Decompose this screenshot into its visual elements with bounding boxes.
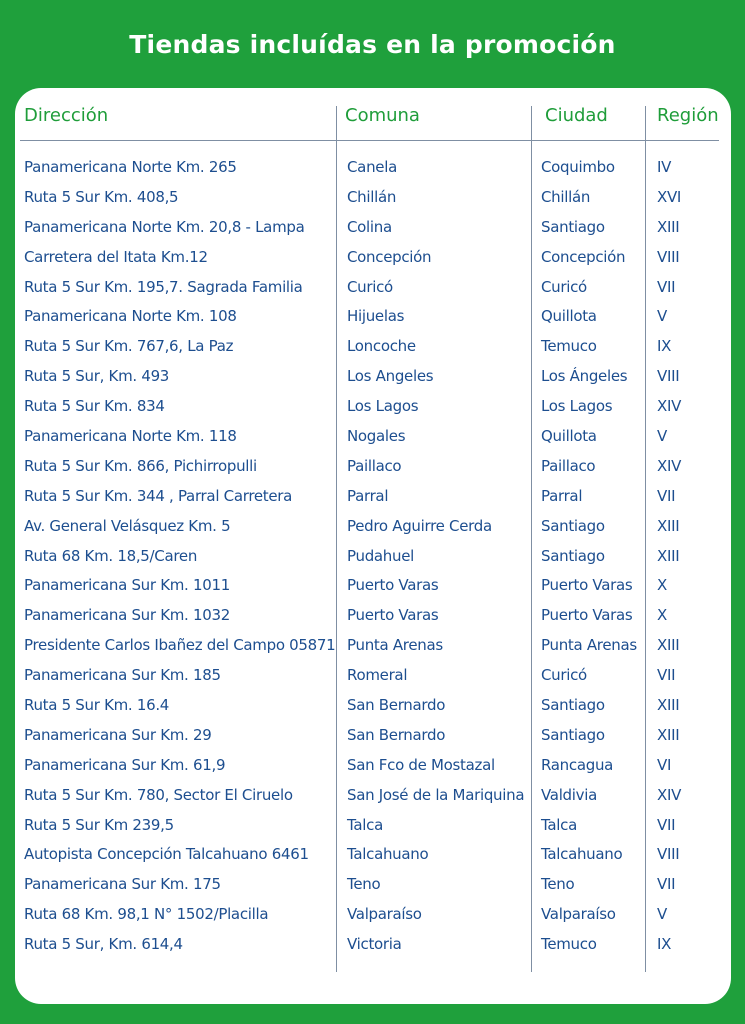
cell-ciudad: Valdivia xyxy=(541,785,597,804)
table-row xyxy=(0,899,745,929)
cell-comuna: Colina xyxy=(347,217,392,236)
cell-comuna: Los Angeles xyxy=(347,367,434,386)
cell-comuna: Pudahuel xyxy=(347,546,415,565)
cell-comuna: Romeral xyxy=(347,666,408,685)
cell-direccion: Panamericana Sur Km. 185 xyxy=(24,666,221,685)
table-row xyxy=(0,839,745,869)
cell-region: IV xyxy=(657,158,672,176)
table-row xyxy=(0,421,745,451)
cell-direccion: Av. General Velásquez Km. 5 xyxy=(24,516,231,535)
cell-ciudad: Los Lagos xyxy=(541,397,613,416)
cell-comuna: Hijuelas xyxy=(347,307,405,326)
table-row xyxy=(0,541,745,571)
cell-direccion: Carretera del Itata Km.12 xyxy=(24,247,208,266)
cell-region: VIII xyxy=(657,367,680,386)
cell-region: VIII xyxy=(657,845,680,864)
cell-direccion: Panamericana Sur Km. 175 xyxy=(24,875,221,894)
cell-direccion: Ruta 5 Sur Km. 780, Sector El Ciruelo xyxy=(24,785,293,804)
cell-direccion: Panamericana Norte Km. 20,8 - Lampa xyxy=(24,217,305,236)
cell-region: X xyxy=(657,576,667,595)
table-row xyxy=(0,331,745,361)
cell-ciudad: Santiago xyxy=(541,696,605,715)
cell-ciudad: Los Ángeles xyxy=(541,367,628,386)
cell-ciudad: Puerto Varas xyxy=(541,576,633,595)
table-row xyxy=(0,451,745,481)
cell-direccion: Panamericana Sur Km. 61,9 xyxy=(24,755,226,774)
cell-ciudad: Chillán xyxy=(541,187,591,206)
table-row xyxy=(0,481,745,511)
cell-region: VII xyxy=(657,815,676,834)
cell-comuna: Talcahuano xyxy=(347,845,429,864)
cell-comuna: Valparaíso xyxy=(347,905,422,924)
cell-region: XIII xyxy=(657,696,680,715)
cell-region: XIII xyxy=(657,636,680,655)
table-row xyxy=(0,869,745,899)
cell-region: VII xyxy=(657,277,676,296)
cell-region: XIV xyxy=(657,397,682,416)
cell-ciudad: Curicó xyxy=(541,666,587,685)
cell-direccion: Panamericana Norte Km. 265 xyxy=(24,158,237,176)
cell-direccion: Ruta 5 Sur Km. 834 xyxy=(24,397,165,416)
cell-region: VIII xyxy=(657,247,680,266)
cell-ciudad: Talcahuano xyxy=(541,845,623,864)
table-row xyxy=(0,570,745,600)
cell-region: VII xyxy=(657,486,676,505)
cell-ciudad: Valparaíso xyxy=(541,905,616,924)
cell-comuna: Los Lagos xyxy=(347,397,419,416)
cell-ciudad: Santiago xyxy=(541,546,605,565)
table-row xyxy=(0,690,745,720)
table-row xyxy=(0,301,745,331)
header-divider xyxy=(20,140,719,141)
cell-region: X xyxy=(657,606,667,625)
table-row xyxy=(0,660,745,690)
cell-region: XIII xyxy=(657,516,680,535)
cell-comuna: Pedro Aguirre Cerda xyxy=(347,516,492,535)
cell-region: VII xyxy=(657,875,676,894)
cell-direccion: Ruta 68 Km. 18,5/Caren xyxy=(24,546,198,565)
cell-ciudad: Teno xyxy=(541,875,575,894)
table-row xyxy=(0,182,745,212)
cell-ciudad: Talca xyxy=(541,815,577,834)
cell-direccion: Ruta 5 Sur Km 239,5 xyxy=(24,815,174,834)
table-row xyxy=(0,511,745,541)
cell-comuna: Teno xyxy=(347,875,381,894)
table-row xyxy=(0,630,745,660)
cell-comuna: San Bernardo xyxy=(347,696,446,715)
store-rows xyxy=(0,152,745,959)
cell-ciudad: Temuco xyxy=(541,337,597,356)
cell-region: XIV xyxy=(657,456,682,475)
cell-ciudad: Temuco xyxy=(541,935,597,954)
cell-ciudad: Curicó xyxy=(541,277,587,296)
cell-region: IX xyxy=(657,935,672,954)
cell-region: XIII xyxy=(657,725,680,744)
cell-direccion: Ruta 5 Sur Km. 344 , Parral Carretera xyxy=(24,486,293,505)
cell-region: V xyxy=(657,427,667,446)
cell-direccion: Panamericana Sur Km. 1011 xyxy=(24,576,230,595)
cell-comuna: Loncoche xyxy=(347,337,416,356)
cell-direccion: Ruta 5 Sur, Km. 614,4 xyxy=(24,935,183,954)
cell-comuna: Puerto Varas xyxy=(347,576,439,595)
table-row xyxy=(0,750,745,780)
cell-direccion: Ruta 68 Km. 98,1 N° 1502/Placilla xyxy=(24,905,269,924)
cell-ciudad: Rancagua xyxy=(541,755,614,774)
cell-region: V xyxy=(657,307,667,326)
cell-comuna: San José de la Mariquina xyxy=(347,785,525,804)
cell-ciudad: Concepción xyxy=(541,247,626,266)
cell-region: VI xyxy=(657,755,672,774)
table-row xyxy=(0,242,745,272)
cell-region: VII xyxy=(657,666,676,685)
table-row xyxy=(0,361,745,391)
cell-comuna: San Fco de Mostazal xyxy=(347,755,495,774)
cell-ciudad: Punta Arenas xyxy=(541,636,637,655)
cell-ciudad: Coquimbo xyxy=(541,158,615,176)
table-row xyxy=(0,780,745,810)
table-row xyxy=(0,810,745,840)
cell-direccion: Ruta 5 Sur Km. 767,6, La Paz xyxy=(24,337,234,356)
cell-comuna: Nogales xyxy=(347,427,406,446)
cell-comuna: Parral xyxy=(347,486,389,505)
cell-ciudad: Santiago xyxy=(541,516,605,535)
table-row xyxy=(0,212,745,242)
cell-comuna: San Bernardo xyxy=(347,725,446,744)
cell-ciudad: Santiago xyxy=(541,217,605,236)
cell-region: XIII xyxy=(657,217,680,236)
header-region: Región xyxy=(657,105,719,126)
cell-direccion: Ruta 5 Sur Km. 866, Pichirropulli xyxy=(24,456,257,475)
cell-direccion: Ruta 5 Sur Km. 195,7. Sagrada Familia xyxy=(24,277,303,296)
cell-comuna: Punta Arenas xyxy=(347,636,443,655)
header-direccion: Dirección xyxy=(24,105,109,126)
cell-direccion: Panamericana Norte Km. 108 xyxy=(24,307,237,326)
cell-region: XVI xyxy=(657,187,682,206)
cell-ciudad: Parral xyxy=(541,486,583,505)
cell-direccion: Presidente Carlos Ibañez del Campo 05871 xyxy=(24,636,336,655)
cell-ciudad: Puerto Varas xyxy=(541,606,633,625)
cell-comuna: Paillaco xyxy=(347,456,402,475)
cell-direccion: Panamericana Norte Km. 118 xyxy=(24,427,237,446)
table-row xyxy=(0,272,745,302)
cell-direccion: Ruta 5 Sur Km. 408,5 xyxy=(24,187,179,206)
cell-region: XIV xyxy=(657,785,682,804)
cell-region: IX xyxy=(657,337,672,356)
cell-direccion: Ruta 5 Sur, Km. 493 xyxy=(24,367,170,386)
cell-comuna: Canela xyxy=(347,158,397,176)
table-row xyxy=(0,720,745,750)
cell-direccion: Ruta 5 Sur Km. 16.4 xyxy=(24,696,170,715)
cell-ciudad: Paillaco xyxy=(541,456,596,475)
table-row xyxy=(0,391,745,421)
table-row xyxy=(0,929,745,959)
cell-comuna: Concepción xyxy=(347,247,432,266)
page-title: Tiendas incluídas en la promoción xyxy=(129,30,616,59)
cell-comuna: Talca xyxy=(347,815,383,834)
header-comuna: Comuna xyxy=(345,105,420,126)
cell-region: V xyxy=(657,905,667,924)
cell-ciudad: Quillota xyxy=(541,307,597,326)
cell-comuna: Victoria xyxy=(347,935,402,954)
cell-region: XIII xyxy=(657,546,680,565)
cell-direccion: Panamericana Sur Km. 1032 xyxy=(24,606,230,625)
cell-ciudad: Quillota xyxy=(541,427,597,446)
cell-comuna: Chillán xyxy=(347,187,397,206)
cell-comuna: Curicó xyxy=(347,277,393,296)
cell-direccion: Panamericana Sur Km. 29 xyxy=(24,725,212,744)
table-row xyxy=(0,152,745,182)
cell-comuna: Puerto Varas xyxy=(347,606,439,625)
table-row xyxy=(0,600,745,630)
header-ciudad: Ciudad xyxy=(545,105,608,126)
cell-direccion: Autopista Concepción Talcahuano 6461 xyxy=(24,845,309,864)
cell-ciudad: Santiago xyxy=(541,725,605,744)
